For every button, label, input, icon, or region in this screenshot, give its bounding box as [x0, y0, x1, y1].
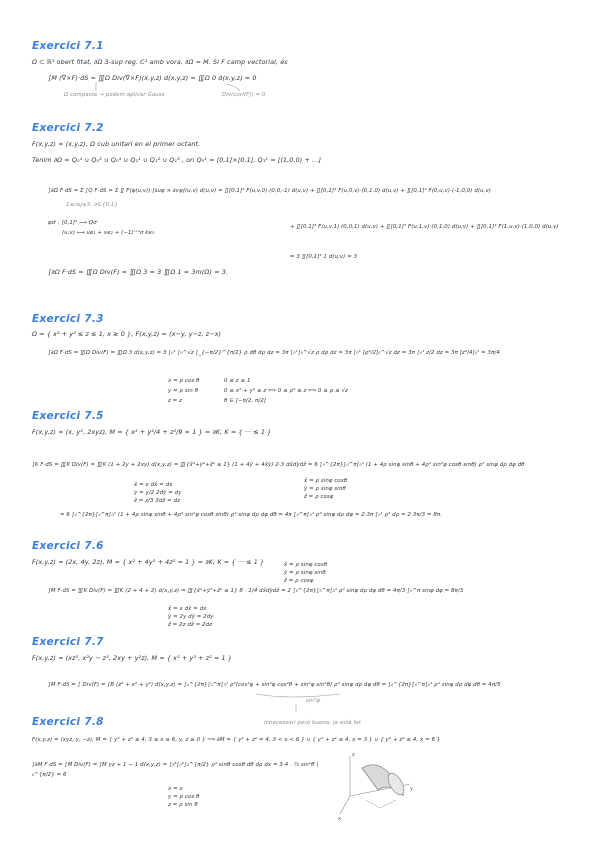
ex77-title: Exercici 7.7	[32, 636, 104, 648]
ex77-line1: F(x,y,z) = (xz², x²y − z³, 2xy + y²z), M = { x² + y² + z² = 1 }	[32, 654, 232, 662]
ex72-eq4: ∫∂Ω F·dS = ∭Ω Div(F) = ∭Ω 3 = 3 ∭Ω 1 = 3m(Ω) = 3.	[48, 268, 228, 276]
ex71-note-right: Div(curl(F)) = 0	[222, 92, 266, 98]
ex73-sub3: z = z	[168, 398, 183, 404]
axis-x-label: x	[338, 816, 341, 822]
ex75-sub-a: x̃ = x dx̃ = dx	[134, 482, 173, 488]
ex76-sph-c: z̃ = ρ cosφ	[284, 578, 314, 584]
ex78-eq: ∫∂M F·dS = ∫M Div(F) = ∫M yz + 1 − 1 d(x,y,z) = ∫₃⁶∫₀²∫₀^{π/2} ρ³ sinθ cosθ dθ dρ dx = 3·4 · ½ sin²θ |₀^{π/2} = 6	[32, 762, 319, 778]
ex78-sub-c: z = ρ sin θ	[168, 802, 198, 808]
ex72-map-label: φσⁱ : [0,1]² ⟶ Qσⁱ	[48, 220, 98, 226]
ex78-sub-a: x = x	[168, 786, 183, 792]
ex77-arrow-note: innecessari però bueno, ja està fet	[264, 720, 362, 726]
ex73-sub2: y = ρ sin θ	[168, 388, 199, 394]
ex75-sph-b: ỹ = ρ sinφ sinθ	[304, 486, 346, 492]
ex76-line1: F(x,y,z) = (2x, 4y, 2z), M = { x² + 4y² + 4z² = 1 } = ∂K, K = { ··· ≤ 1 }	[32, 558, 265, 566]
ex78-sub-b: y = ρ cos θ	[168, 794, 200, 800]
ex75-title: Exercici 7.5	[32, 410, 104, 422]
ex73-sub1: x = ρ cos θ	[168, 378, 200, 384]
ex75-sub-c: z̃ = z/3 3dz̃ = dz	[134, 498, 181, 504]
ex75-eq1: ∫K F·dS = ∭K Div(F) = ∭K (1 + 2y + 2xy) d(x,y,z) = ∭{x̃²+ỹ²+z̃² ≤ 1} (1 + 4ỹ + 4x̃ỹ) 2·3 dx̃dỹdz̃ = 6 ∫₀^{2π}∫₀^π∫₀¹ (1 + 4ρ sinφ sinθ + 4ρ² sin²φ cosθ sinθ) ρ² sinφ dρ dφ dθ	[32, 462, 525, 468]
ex76-sub-b: ỹ = 2y dỹ = 2dy	[168, 614, 214, 620]
ex75-line1: F(x,y,z) = (x, y², 2xyz), M = { x² + y²/4 + z²/9 = 1 } = ∂K, K = { ··· ≤ 1 }	[32, 428, 272, 436]
ex76-sph-b: ỹ = ρ sinφ sinθ	[284, 570, 326, 576]
ex73-range1: 0 ≤ z ≤ 1	[224, 378, 251, 384]
ex76-sph-a: x̃ = ρ sinφ cosθ	[284, 562, 328, 568]
ex75-sph-a: x̃ = ρ sinφ cosθ	[304, 478, 348, 484]
ex75-sph-c: z̃ = ρ cosφ	[304, 494, 334, 500]
ex72-sum-index: 1≤i≤j≤3, σ∈{0,1}	[66, 202, 118, 208]
ex76-title: Exercici 7.6	[32, 540, 104, 552]
ex72-eq3: = 3 ∬[0,1]² 1 d(u,v) = 3	[290, 254, 358, 260]
ex78-title: Exercici 7.8	[32, 716, 104, 728]
ex75-sub-b: ỹ = y/2 2dỹ = dy	[134, 490, 182, 496]
axis-y-label: y	[410, 786, 413, 792]
ex73-line1: Ω = { x² + y² ≤ z ≤ 1, x ≥ 0 }, F(x,y,z) = (x−y, y−z, z−x)	[32, 330, 222, 338]
ex73-range2: 0 ≤ x² + y² ≤ z ⟺ 0 ≤ ρ² ≤ z ⟺ 0 ≤ ρ ≤ √z	[224, 388, 348, 394]
ex78-cylinder-sketch	[336, 748, 426, 828]
ex72-eq2: + ∬[0,1]² F(u,v,1)·(0,0,1) d(u,v) + ∬[0,1]² F(u,1,v)·(0,1,0) d(u,v) + ∬[0,1]² F(1,u,v)·(1,0,0) d(u,v)	[290, 224, 559, 230]
ex72-eq1: ∫∂Ω F·dS = Σ ∫Q F·dS = Σ ∬ F(φ(u,v))·[∂uφ × ∂vφ](u,v) d(u,v) = ∬[0,1]² F(u,v,0)·(0,0,-1) d(u,v) + ∬[0,1]² F(u,0,v)·(0,1,0) d(u,v) + ∬[0,1]² F(0,u,v)·(-1,0,0) d(u,v)	[48, 188, 491, 194]
ex78-line1: F(x,y,z) = (xyz, y, −z), M = { y² + z² ≤ 4, 3 ≤ x ≤ 6, y, z ≥ 0 } ⟹ ∂M = { y² + z² = 4, 3 < x < 6 } ∪ { y² + z² ≤ 4, x = 3 } ∪ { y² + z² ≤ 4, x = 6 }	[32, 737, 441, 743]
ex76-sub-c: z̃ = 2z dz̃ = 2dz	[168, 622, 213, 628]
ex73-title: Exercici 7.3	[32, 313, 104, 325]
ex77-under: sin²φ	[306, 698, 320, 704]
ex71-statement: Ω ⊂ ℝ³ obert fitat, ∂Ω 3-sup reg. C¹ amb vora, ∂Ω = M. Si F camp vectorial, és	[32, 58, 288, 66]
ex73-range3: θ ∈ [−π/2, π/2]	[224, 398, 267, 404]
ex76-eq: ∫M F·dS = ∭K Div(F) = ∭K (2 + 4 + 2) d(x,y,z) = ∭{x̃²+ỹ²+z̃² ≤ 1} 8 · 1/4 dx̃dỹdz̃ = 2 ∫₀^{2π}∫₀^π∫₀¹ ρ² sinφ dρ dφ dθ = 4π/3 ∫₀^π sinφ dφ = 8π/3	[48, 588, 464, 594]
ex72-line2: Tenim ∂Ω = Q₀¹ ∪ Q₀² ∪ Q₀³ ∪ Q₁¹ ∪ Q₁² ∪ Q₁³ , on Q₀¹ = [0,1]×[0,1], Q₁¹ = [(1,0,0) + ...]	[32, 156, 322, 164]
ex71-title: Exercici 7.1	[32, 40, 104, 52]
ex72-map-rule: (u,v) ⟼ ue₁ + ve₂ + (−1)ⁱ⁺¹σ ke₃	[62, 230, 155, 236]
ex77-eq: ∫M F·dS = ∫ Div(F) = ∫B (z² + x² + y²) d(x,y,z) = ∫₀^{2π}∫₀^π∫₀¹ ρ²(cos²φ + sin²φ cos²θ + sin²φ sin²θ) ρ² sinφ dρ dφ dθ = ∫₀^{2π}∫₀^π∫₀¹ ρ⁴ sinφ dρ dφ dθ = 4π/5	[48, 682, 501, 688]
ex72-line1: F(x,y,z) = (x,y,z), Ω cub unitari en el primer octant.	[32, 140, 201, 148]
axis-z-label: z	[352, 752, 355, 758]
ex73-eq: ∫∂Ω F·dS = ∭Ω Div(F) = ∭Ω 3 d(x,y,z) = 3 ∫₀¹ ∫₀^√z ∫_{−π/2}^{π/2} ρ dθ dρ dz = 3π ∫₀¹∫₀^√z ρ dρ dz = 3π ∫₀¹ [ρ²/2]₀^√z dz = 3π ∫₀¹ z/2 dz = 3π [z²/4]₀¹ = 3π/4	[48, 350, 500, 356]
ex71-note-left: Ω compacte → podem aplicar Gauss	[64, 92, 165, 98]
ex71-equation: ∫M (∇×F)·dS = ∭Ω Div(∇×F)(x,y,z) d(x,y,z) = ∭Ω 0 d(x,y,z) = 0	[48, 74, 257, 82]
ex75-eq2: = 6 ∫₀^{2π}∫₀^π∫₀¹ (1 + 4ρ sinφ sinθ + 4ρ² sin²φ cosθ sinθ) ρ² sinφ dρ dφ dθ = 4π ∫₀^π∫₀¹ ρ² sinφ dρ dφ = 2·3π ∫₀¹ ρ² dρ = 2·3π/3 = 8π.	[60, 512, 443, 518]
ex76-sub-a: x̃ = x dx̃ = dx	[168, 606, 207, 612]
ex72-title: Exercici 7.2	[32, 122, 104, 134]
